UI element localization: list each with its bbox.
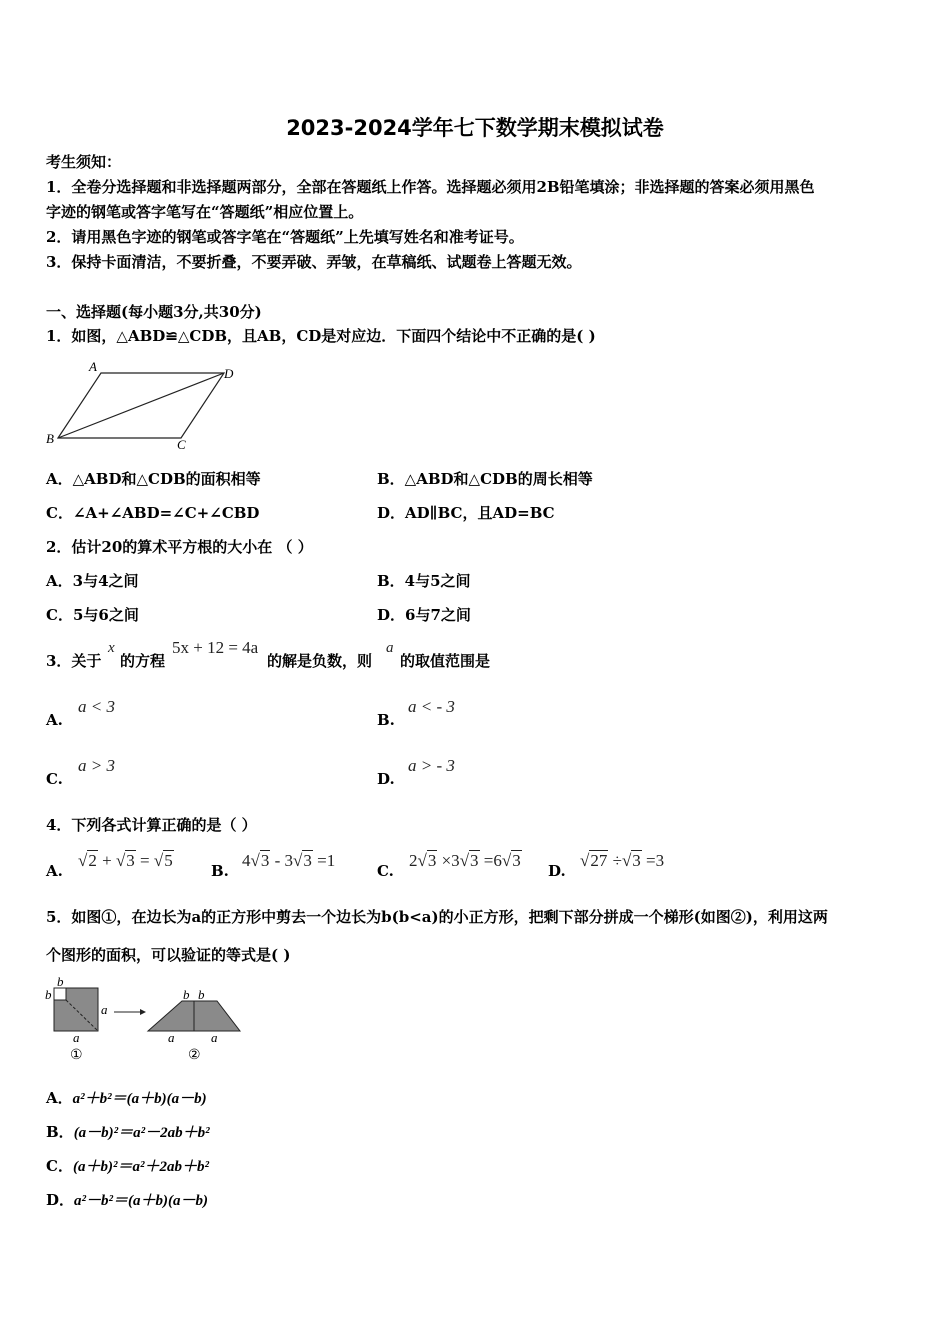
q1-option-b: B．△ABD和△CDB的周长相等 — [377, 470, 593, 488]
q3-option-d: a > - 3 — [408, 756, 455, 775]
question-3-part: 的方程 — [120, 652, 166, 670]
question-4-stem: 4．下列各式计算正确的是（ ） — [46, 816, 257, 834]
squares-trapezoid-figure — [44, 975, 244, 1065]
q4-label-b: B. — [211, 862, 229, 880]
equation: 5x + 12 = 4a — [172, 638, 259, 657]
q5-option-b: B．(a－b)²＝a²－2ab＋b² — [46, 1123, 210, 1141]
q3-option-b: a < - 3 — [408, 697, 455, 716]
fig2-label-a-left: a — [168, 1030, 175, 1045]
q1-option-c: C．∠A+∠ABD=∠C+∠CBD — [46, 504, 260, 522]
q2-option-a: A．3与4之间 — [46, 572, 139, 590]
q3-label-a: A. — [46, 711, 63, 729]
q2-option-d: D．6与7之间 — [377, 606, 471, 624]
page-title: 2023-2024学年七下数学期末模拟试卷 — [286, 116, 664, 140]
q3-option-a: a < 3 — [78, 697, 115, 716]
q2-option-c: C．5与6之间 — [46, 606, 139, 624]
q4-label-a: A. — [46, 862, 63, 880]
vertex-label-a: A — [89, 359, 97, 374]
q1-option-a: A．△ABD和△CDB的面积相等 — [46, 470, 261, 488]
fig1-label-b-top: b — [57, 974, 64, 989]
fig1-label-b-left: b — [45, 987, 52, 1002]
fig2-number: ② — [188, 1048, 201, 1063]
question-1-stem: 1．如图，△ABD≌△CDB，且AB，CD是对应边．下面四个结论中不正确的是( ) — [46, 327, 596, 345]
notice-heading: 考生须知： — [46, 153, 122, 171]
q4-label-c: C. — [377, 862, 394, 880]
q4-label-d: D. — [548, 862, 566, 880]
vertex-label-d: D — [224, 366, 234, 381]
variable-x: x — [108, 640, 115, 656]
fig2-label-b-right: b — [198, 987, 205, 1002]
vertex-label-b: B — [46, 431, 54, 446]
fig2-label-a-right: a — [211, 1030, 218, 1045]
q4-option-d: √27 ÷√3 =3 — [580, 851, 665, 870]
q1-option-d: D．AD∥BC，且AD=BC — [377, 504, 555, 522]
question-3-part: 3．关于 — [46, 652, 102, 670]
q3-label-c: C. — [46, 770, 63, 788]
q5-option-c: C．(a＋b)²＝a²＋2ab＋b² — [46, 1157, 209, 1175]
notice-line: 字迹的钢笔或答字笔写在“答题纸”相应位置上。 — [46, 203, 364, 221]
fig1-number: ① — [70, 1048, 83, 1063]
q2-option-b: B．4与5之间 — [377, 572, 471, 590]
q4-option-c: 2√3 ×3√3 =6√3 — [409, 851, 521, 870]
q3-option-c: a > 3 — [78, 756, 115, 775]
fig1-label-a-bottom: a — [73, 1030, 80, 1045]
notice-line: 1．全卷分选择题和非选择题两部分，全部在答题纸上作答。选择题必须用2B铅笔填涂；非选择题的答案必须用黑色 — [46, 178, 815, 196]
question-3-part: 的取值范围是 — [400, 652, 491, 670]
question-5-stem: 5．如图①，在边长为a的正方形中剪去一个边长为b(b<a)的小正方形，把剩下部分拼成一个梯形(如图②)，利用这两 — [46, 908, 828, 926]
notice-line: 3．保持卡面清洁，不要折叠，不要弄破、弄皱，在草稿纸、试题卷上答题无效。 — [46, 253, 582, 271]
q3-label-b: B. — [377, 711, 395, 729]
notice-line: 2．请用黑色字迹的钢笔或答字笔在“答题纸”上先填写姓名和准考证号。 — [46, 228, 524, 246]
question-3-part: 的解是负数，则 — [267, 652, 373, 670]
parallelogram-figure — [44, 359, 254, 452]
q4-option-a: √2 + √3 = √5 — [78, 851, 173, 870]
q5-option-a: A．a²＋b²＝(a＋b)(a－b) — [46, 1089, 207, 1107]
question-2-stem: 2．估计20的算术平方根的大小在 （ ） — [46, 538, 313, 556]
section-heading: 一、选择题(每小题3分,共30分) — [46, 303, 262, 321]
variable-a: a — [386, 640, 394, 656]
q5-option-d: D．a²－b²＝(a＋b)(a－b) — [46, 1191, 208, 1209]
fig1-label-a-right: a — [101, 1002, 108, 1017]
q4-option-b: 4√3 - 3√3 =1 — [242, 851, 336, 870]
fig2-label-b-left: b — [183, 987, 190, 1002]
vertex-label-c: C — [177, 437, 186, 452]
q3-label-d: D. — [377, 770, 395, 788]
question-5-stem-cont: 个图形的面积，可以验证的等式是( ) — [46, 946, 291, 964]
